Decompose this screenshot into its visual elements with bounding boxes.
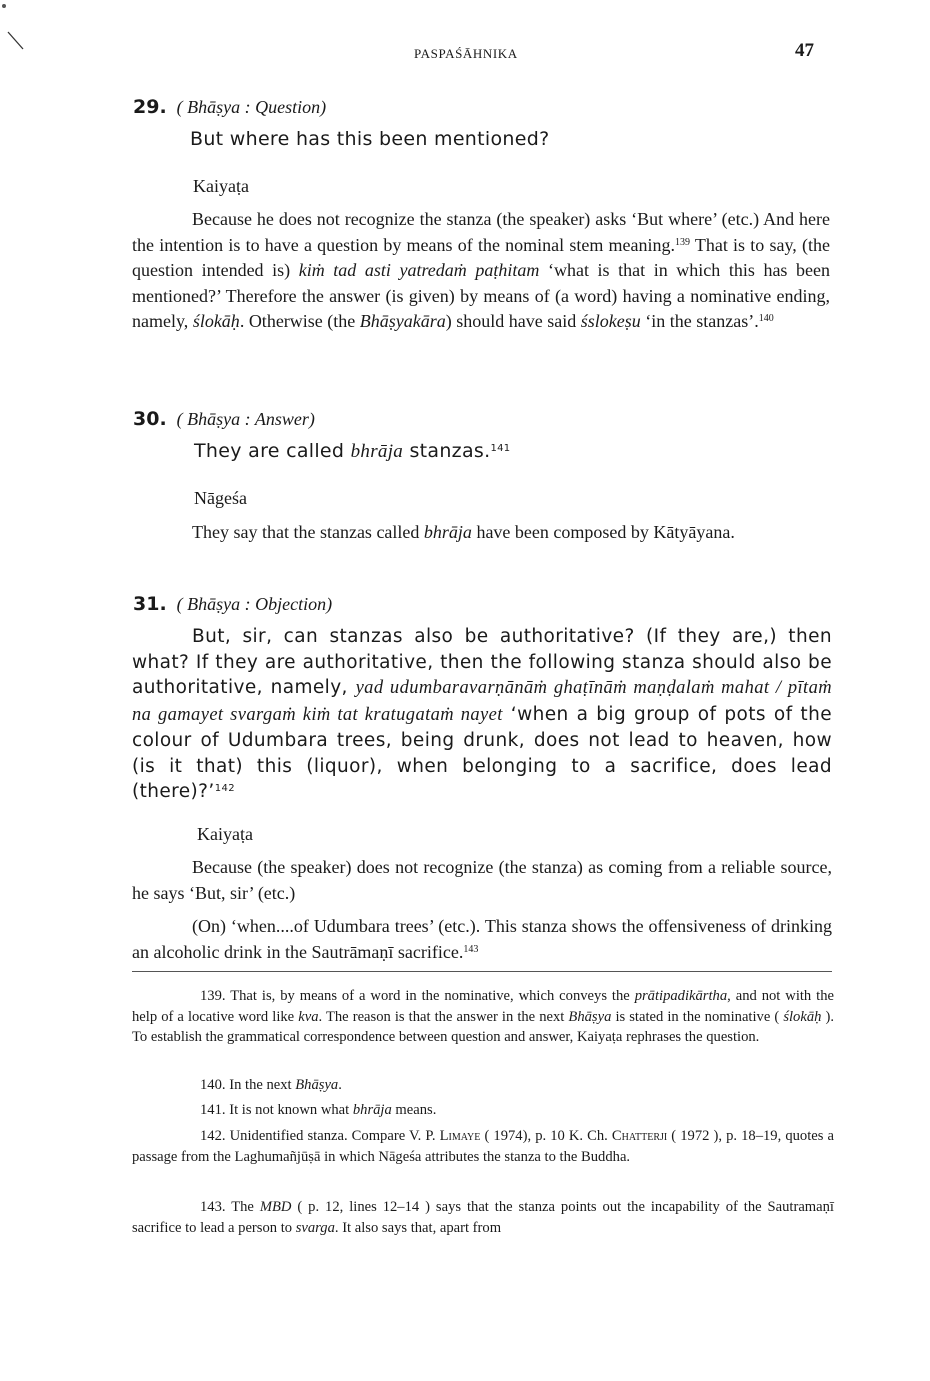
footnote-140: 140. In the next Bhāṣya.	[200, 1077, 342, 1093]
commentary-paragraph: They say that the stanzas called bhrāja have been composed by Kātyāyana.	[192, 522, 735, 542]
footnote-ref: 142	[214, 783, 235, 794]
section-number: 29.	[133, 96, 167, 118]
footnote-number: 140.	[200, 1077, 226, 1093]
footnote-ref: 141	[490, 443, 511, 454]
footnote-141: 141. It is not known what bhrāja means.	[200, 1102, 437, 1118]
footnote-ref: 139	[675, 236, 690, 248]
footnote-number: 143.	[200, 1199, 226, 1215]
footnote-number: 141.	[200, 1102, 226, 1118]
footnote-ref: 140	[758, 313, 774, 324]
bhasya-text: They are called bhrāja stanzas.$^{141}$	[194, 440, 511, 462]
section-type: ( Bhāṣya : Question)	[176, 97, 327, 117]
footnote-separator	[132, 971, 832, 972]
bhasya-text: But where has this been mentioned?	[190, 128, 550, 150]
section-30-heading	[133, 408, 315, 430]
commentator-label: Nāgeśa	[194, 488, 247, 508]
section-29-heading	[133, 96, 326, 118]
scan-speck	[2, 4, 6, 8]
commentary-paragraph: (On) ‘when....of Udumbara trees’ (etc.). This stanza shows the offensiveness of drinking an alcoholic drink in the Sautrāmaṇī sacrifice.$^{143}$	[132, 916, 832, 962]
scan-mark	[6, 30, 26, 52]
footnote-142: 142. Unidentified stanza. Compare V. P. Limaye ( 1974), p. 10 K. Ch. Chatterji ( 1972 ), p. 18–19, quotes a passage from the Laghumañjūṣā in which Nāgeśa attributes the stanza to the Buddha.	[132, 1128, 834, 1165]
commentator-label: Kaiyaṭa	[193, 176, 249, 196]
bhasya-paragraph: But, sir, can stanzas also be authoritative? (If they are,) then what? If they are authoritative, then the following stanza should also be authoritative, namely, yad udumbaravarṇānāṁ ghaṭīnāṁ maṇḍalaṁ mahat / pītaṁ na gamayet svargaṁ kiṁ tat kratugataṁ nayet ‘when a big group of pots of the colour of Udumbara trees, being drunk, does not lead to heaven, how (is it that) this (liquor), when belonging to a sacrifice, does lead (there)?’$^{142}$	[132, 626, 832, 802]
running-title: PASPAŚĀHNIKA	[414, 46, 518, 61]
footnote-ref: 143	[463, 943, 479, 955]
section-type: ( Bhāṣya : Answer)	[176, 409, 315, 429]
section-number: 30.	[133, 408, 167, 430]
commentator-label: Kaiyaṭa	[197, 824, 253, 844]
footnote-139: 139. That is, by means of a word in the nominative, which conveys the prātipadikārtha, and not with the help of a locative word like kva. The reason is that the answer in the next Bhāṣya is stated in the nominative ( ślokāḥ ). To establish the grammatical correspondence between question and answer, Kaiyaṭa rephrases the question.	[132, 988, 834, 1045]
section-type: ( Bhāṣya : Objection)	[176, 594, 333, 614]
page-number: 47	[795, 40, 814, 61]
commentary-paragraph: Because he does not recognize the stanza (the speaker) asks ‘But where’ (etc.) And here the intention is to have a question by means of the nominal stem meaning.$^{139}$ That is to say, (the question intended is) kiṁ tad asti yatredaṁ paṭhitam ‘what is that in which this has been mentioned?’ Therefore the answer (is given) by means of (a word) having a nominative ending, namely, ślokāḥ. Otherwise (the Bhāṣyakāra) should have said śslokeṣu ‘in the stanzas’.$^{140}$	[132, 209, 830, 331]
footnote-143: 143. The MBD ( p. 12, lines 12–14 ) says that the stanza points out the incapability of the Sautramaṇī sacrifice to lead a person to svarga. It also says that, apart from	[132, 1199, 834, 1236]
section-number: 31.	[133, 593, 167, 615]
footnote-number: 139.	[200, 988, 226, 1004]
commentary-paragraph: Because (the speaker) does not recognize (the stanza) as coming from a reliable source, he says ‘But, sir’ (etc.)	[132, 857, 832, 903]
footnote-number: 142.	[200, 1128, 226, 1144]
section-31-heading	[133, 593, 332, 615]
